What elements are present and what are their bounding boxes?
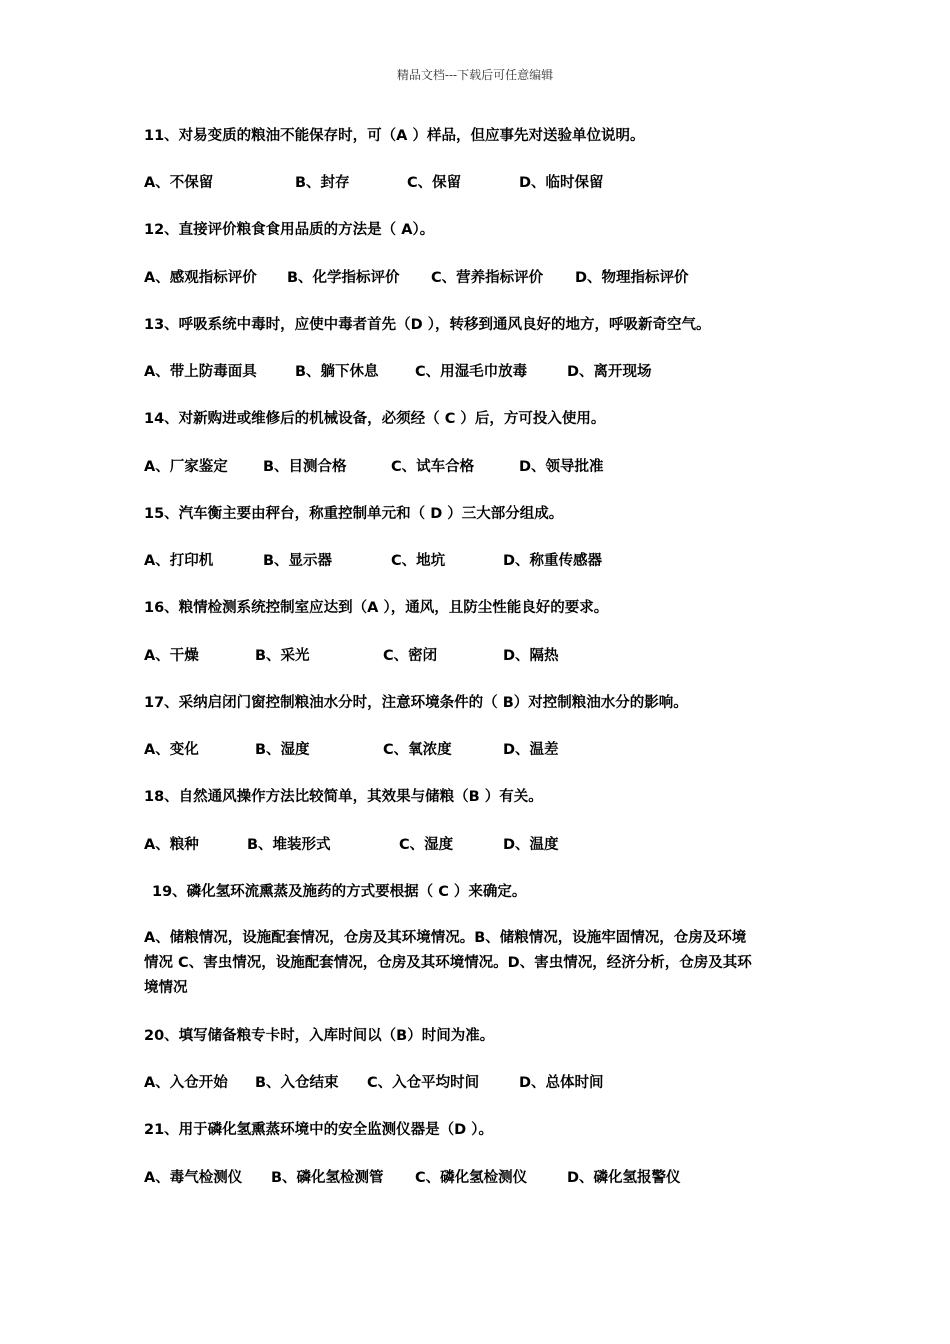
options-21 xyxy=(144,1168,744,1188)
question-13: 13、呼吸系统中毒时，应使中毒者首先（D ），转移到通风良好的地方，呼吸新奇空气。 xyxy=(144,317,711,333)
options-13 xyxy=(144,362,744,382)
option-a: A、粮种 xyxy=(144,837,199,853)
option-d: D、总体时间 xyxy=(519,1075,604,1091)
option-b: B、湿度 xyxy=(255,742,310,758)
option-c: C、湿度 xyxy=(399,837,454,853)
option-c: C、保留 xyxy=(407,175,462,191)
option-d: D、物理指标评价 xyxy=(575,270,689,286)
option-a: A、厂家鉴定 xyxy=(144,459,228,475)
options-19-line-3: 境情况 xyxy=(144,980,188,996)
options-18 xyxy=(144,835,744,855)
options-14 xyxy=(144,457,744,477)
option-c: C、氧浓度 xyxy=(383,742,452,758)
option-a: A、入仓开始 xyxy=(144,1075,228,1091)
option-a: A、感观指标评价 xyxy=(144,270,257,286)
option-d: D、离开现场 xyxy=(567,364,652,380)
option-d: D、隔热 xyxy=(503,648,559,664)
option-a: A、毒气检测仪 xyxy=(144,1170,243,1186)
options-15 xyxy=(144,551,744,571)
option-b: B、显示器 xyxy=(263,553,333,569)
option-a: A、打印机 xyxy=(144,553,214,569)
question-15: 15、汽车衡主要由秤台，称重控制单元和（ D ）三大部分组成。 xyxy=(144,506,564,522)
question-17: 17、采纳启闭门窗控制粮油水分时，注意环境条件的（ B）对控制粮油水分的影响。 xyxy=(144,695,688,711)
option-b: B、入仓结束 xyxy=(255,1075,339,1091)
options-19-line-2: 情况 C、害虫情况，设施配套情况，仓房及其环境情况。D、害虫情况，经济分析，仓房及其环 xyxy=(144,955,752,971)
question-20: 20、填写储备粮专卡时，入库时间以（B）时间为准。 xyxy=(144,1028,495,1044)
option-c: C、密闭 xyxy=(383,648,438,664)
options-19-line-1: A、储粮情况，设施配套情况，仓房及其环境情况。B、储粮情况，设施牢固情况，仓房及环境 xyxy=(144,930,747,946)
options-11 xyxy=(144,173,744,193)
option-d: D、领导批准 xyxy=(519,459,604,475)
options-17 xyxy=(144,740,744,760)
option-a: A、带上防毒面具 xyxy=(144,364,257,380)
option-c: C、用湿毛巾放毒 xyxy=(415,364,528,380)
options-16 xyxy=(144,646,744,666)
question-18: 18、自然通风操作方法比较简单，其效果与储粮（B ）有关。 xyxy=(144,789,543,805)
option-b: B、化学指标评价 xyxy=(287,270,400,286)
question-16: 16、粮情检测系统控制室应达到（A ），通风，且防尘性能良好的要求。 xyxy=(144,600,609,616)
option-b: B、目测合格 xyxy=(263,459,347,475)
option-d: D、称重传感器 xyxy=(503,553,603,569)
option-c: C、入仓平均时间 xyxy=(367,1075,480,1091)
question-11: 11、对易变质的粮油不能保存时，可（A ）样品，但应事先对送验单位说明。 xyxy=(144,128,645,144)
page-header: 精品文档---下载后可任意编辑 xyxy=(396,68,554,82)
option-c: C、试车合格 xyxy=(391,459,475,475)
option-c: C、地坑 xyxy=(391,553,446,569)
question-14: 14、对新购进或维修后的机械设备，必须经（ C ）后，方可投入使用。 xyxy=(144,411,606,427)
option-a: A、变化 xyxy=(144,742,199,758)
option-b: B、堆装形式 xyxy=(247,837,331,853)
question-12: 12、直接评价粮食食用品质的方法是（ A）。 xyxy=(144,222,435,238)
option-d: D、临时保留 xyxy=(519,175,604,191)
option-b: B、躺下休息 xyxy=(295,364,379,380)
option-a: A、不保留 xyxy=(144,175,214,191)
options-12 xyxy=(144,268,744,288)
option-d: D、温度 xyxy=(503,837,559,853)
option-a: A、干燥 xyxy=(144,648,199,664)
option-b: B、封存 xyxy=(295,175,350,191)
option-b: B、磷化氢检测管 xyxy=(271,1170,384,1186)
option-d: D、磷化氢报警仪 xyxy=(567,1170,681,1186)
options-20 xyxy=(144,1073,744,1093)
options-19 xyxy=(144,926,814,1001)
question-19: 19、磷化氢环流熏蒸及施药的方式要根据（ C ）来确定。 xyxy=(152,884,527,900)
option-b: B、采光 xyxy=(255,648,310,664)
option-c: C、营养指标评价 xyxy=(431,270,544,286)
question-21: 21、用于磷化氢熏蒸环境中的安全监测仪器是（D ）。 xyxy=(144,1122,494,1138)
option-c: C、磷化氢检测仪 xyxy=(415,1170,528,1186)
option-d: D、温差 xyxy=(503,742,559,758)
